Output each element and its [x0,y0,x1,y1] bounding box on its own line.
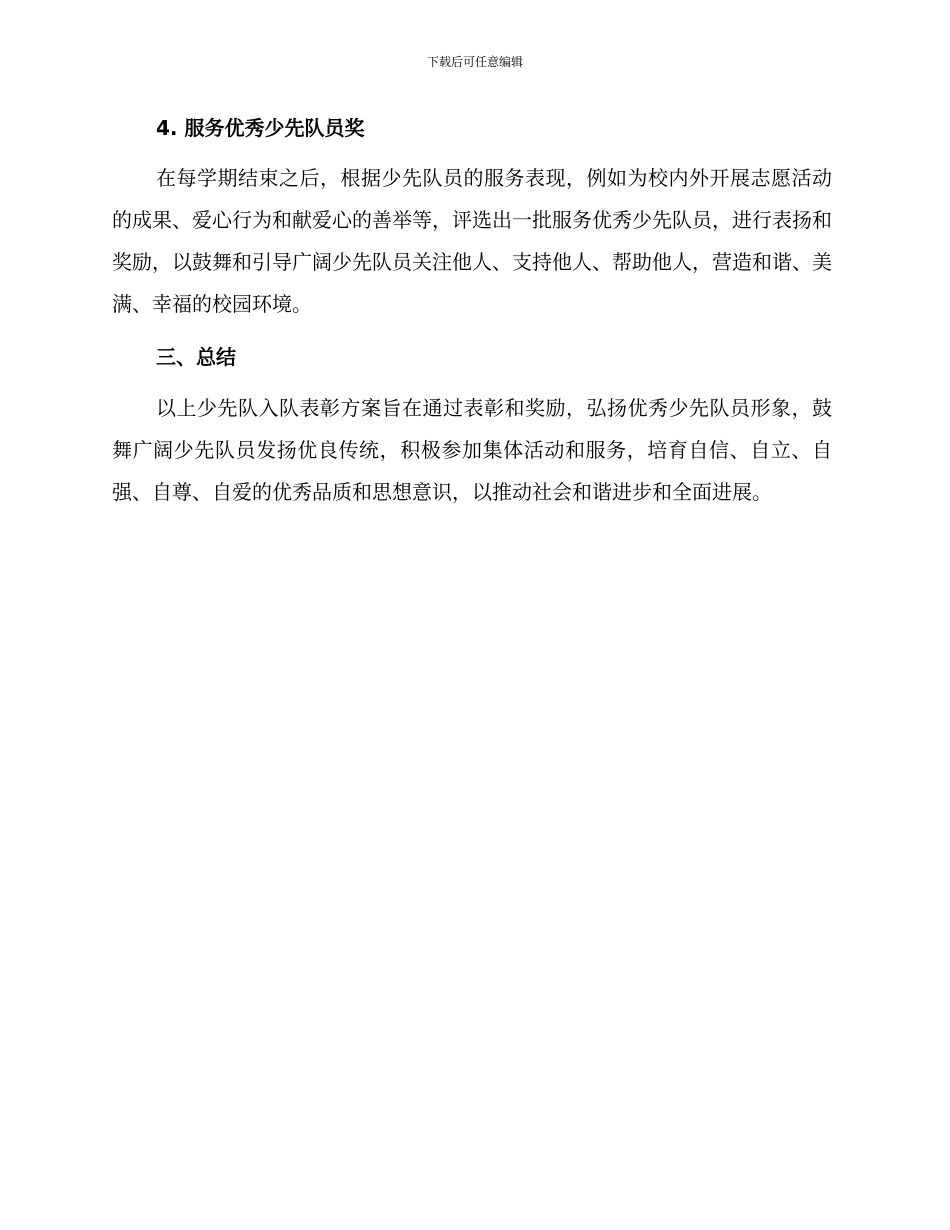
page-header: 下载后可任意编辑 [426,55,523,69]
paragraph-award: 在每学期结束之后，根据少先队员的服务表现，例如为校内外开展志愿活动的成果、爱心行为和献爱心的善举等，评选出一批服务优秀少先队员，进行表扬和奖励，以鼓舞和引导广阔少先队员关注他人、支持他人、帮助他人，营造和谐、美满、幸福的校园环境。 [112,166,832,316]
document-body [112,112,832,513]
section-heading-award: 4. 服务优秀少先队员奖 [156,116,365,140]
section-heading-summary: 三、总结 [156,345,236,369]
paragraph-summary: 以上少先队入队表彰方案旨在通过表彰和奖励，弘扬优秀少先队员形象，鼓舞广阔少先队员发扬优良传统，积极参加集体活动和服务，培育自信、自立、自强、自尊、自爱的优秀品质和思想意识，以推动社会和谐进步和全面进展。 [112,396,832,504]
